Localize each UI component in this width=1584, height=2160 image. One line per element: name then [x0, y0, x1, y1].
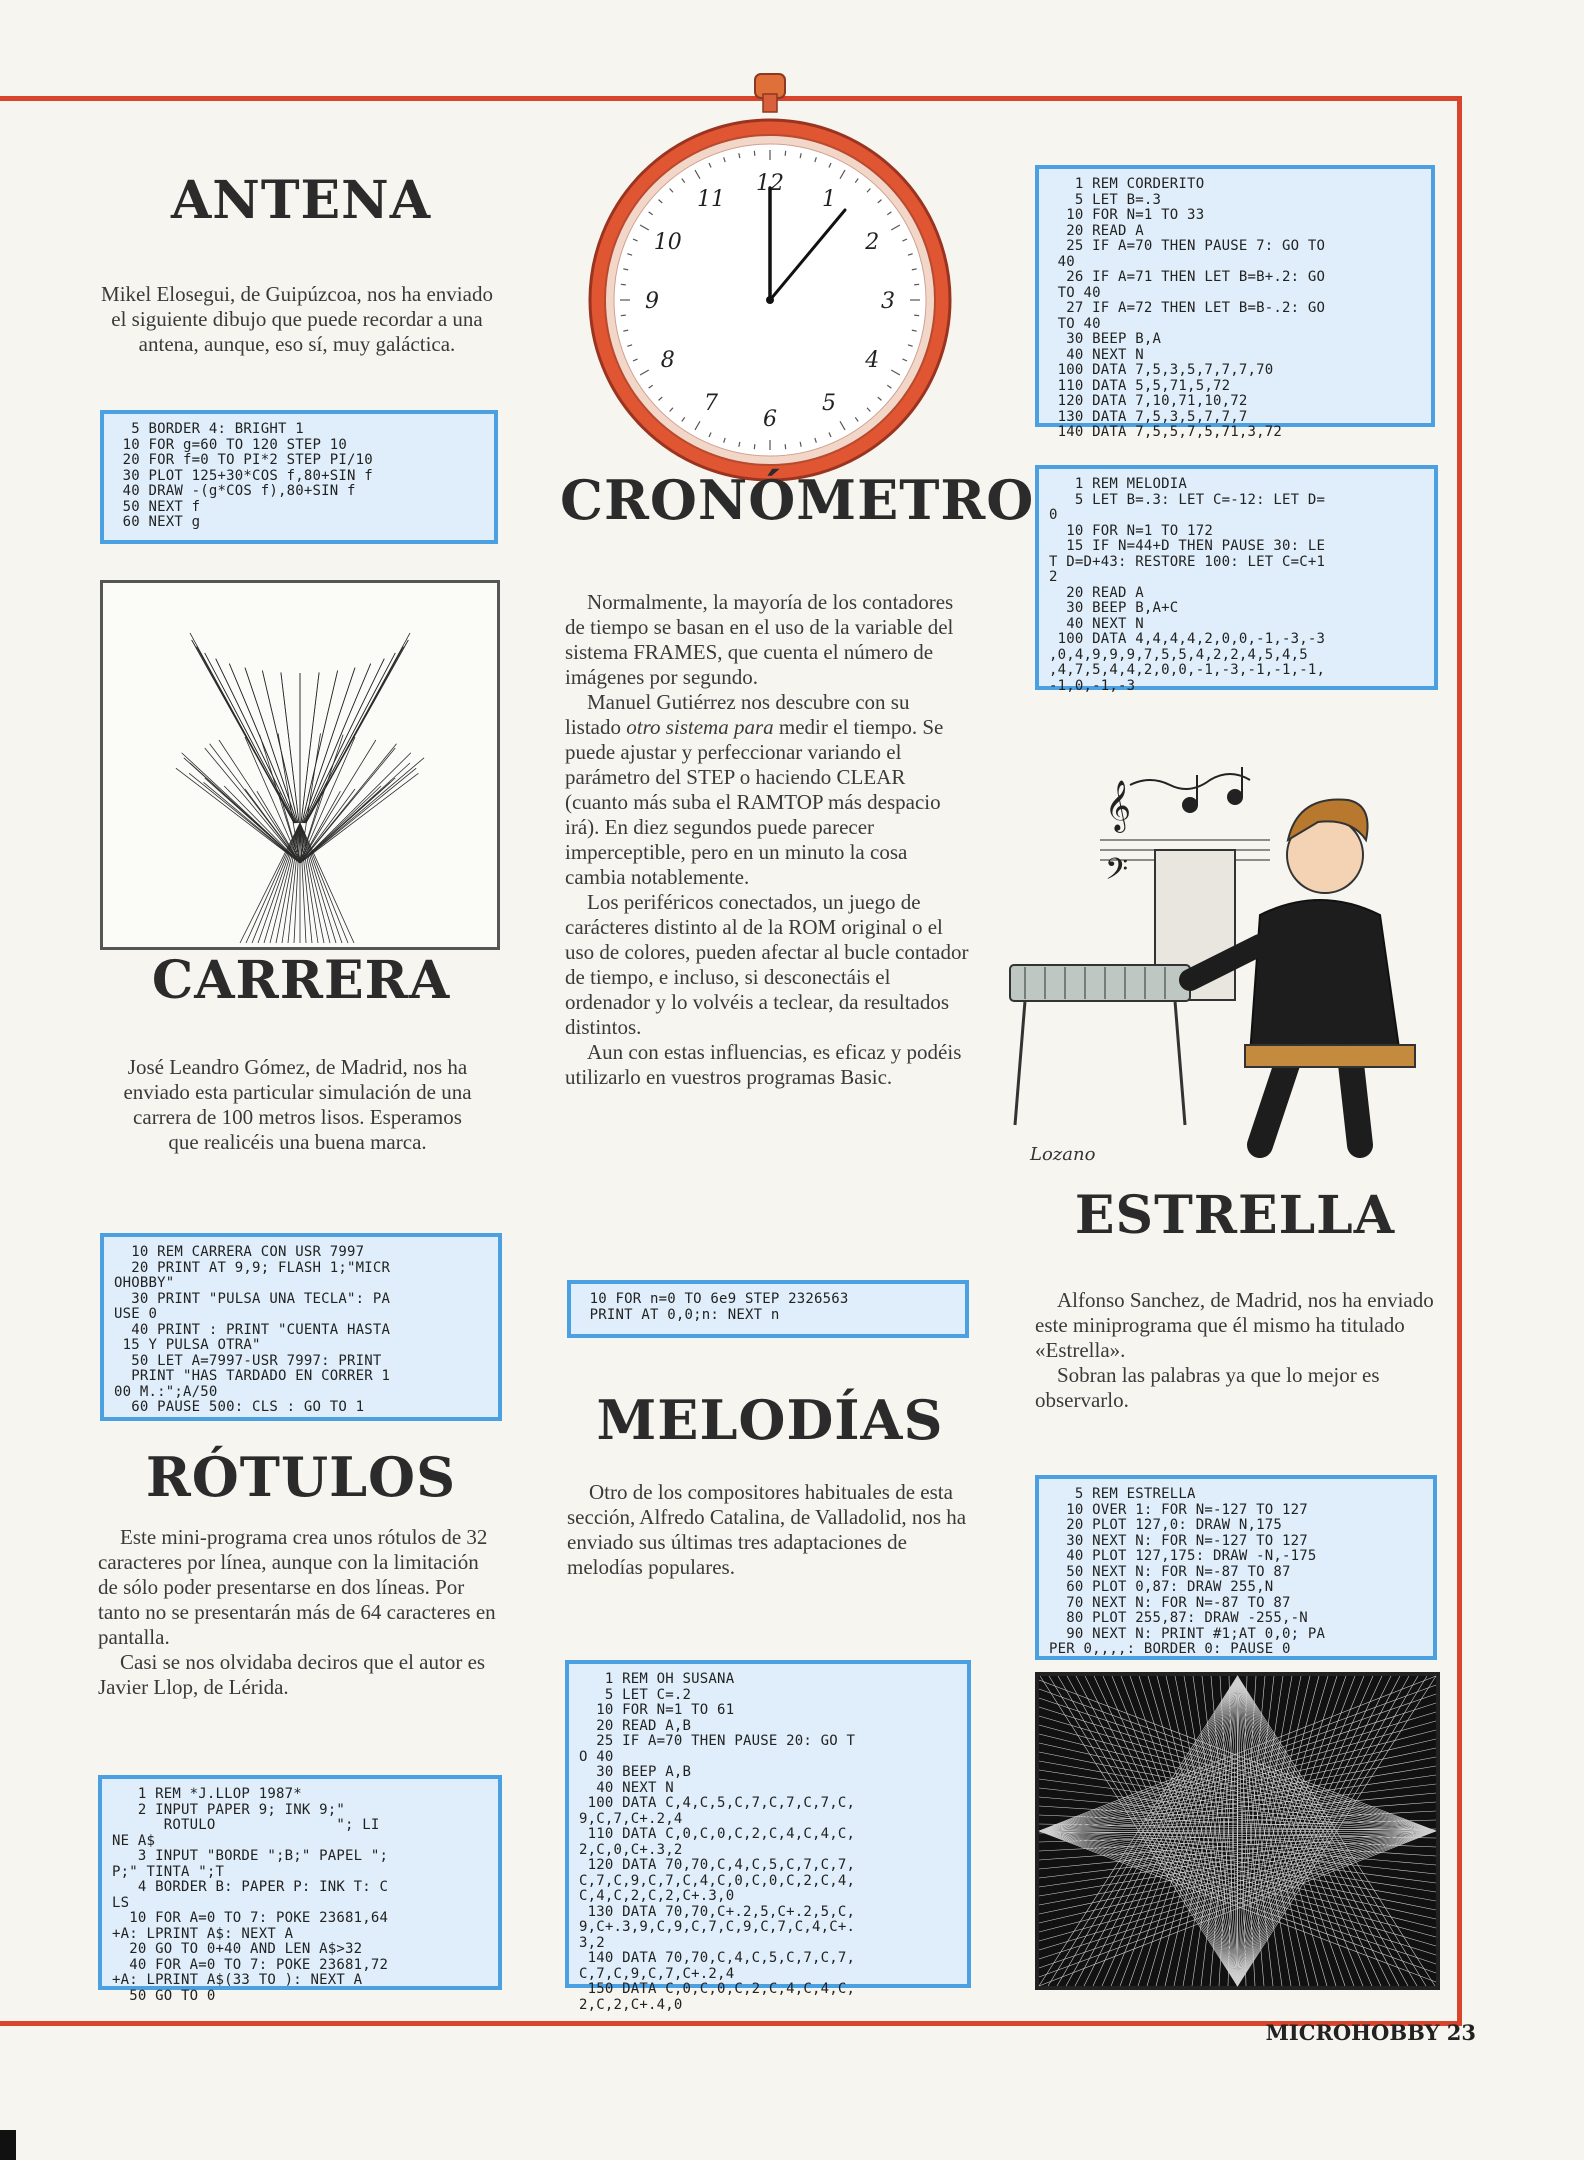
carrera-text — [120, 1055, 475, 1155]
melodias-title: MELODÍAS — [596, 1388, 944, 1452]
antena-drawing — [103, 583, 497, 947]
clock-number: 9 — [645, 289, 659, 314]
rotulos-paragraph-1: Este mini-programa crea unos rótulos de 32 caracteres por línea, aunque con la limitación de sólo poder presentarse en dos líneas. Por tanto no se presentarán más de 64 caracteres en pantalla. — [98, 1525, 496, 1649]
clock-number: 2 — [865, 230, 880, 255]
stopwatch-drawing — [580, 60, 980, 480]
svg-text:𝄢: 𝄢 — [1105, 853, 1129, 894]
clock-number: 10 — [653, 230, 682, 255]
antena-title: ANTENA — [170, 170, 432, 231]
clock-number: 1 — [822, 186, 836, 212]
cronometro-paragraph-1: Normalmente, la mayoría de los contadores de tiempo se basan en el uso de la variable del sistema FRAMES, que cuenta el número de imágenes por segundo. — [565, 590, 954, 689]
antena-screen — [100, 580, 500, 950]
rotulos-paragraph-2: Casi se nos olvidaba deciros que el autor es Javier Llop, de Lérida. — [98, 1650, 486, 1699]
cronometro-paragraph-2 — [565, 690, 970, 890]
clock-number: 6 — [763, 407, 777, 432]
svg-text:𝄞: 𝄞 — [1105, 780, 1132, 831]
estrella-title: ESTRELLA — [1074, 1185, 1396, 1246]
rotulos-text — [98, 1525, 502, 1700]
cronometro-p2-italic: otro sistema para — [626, 715, 774, 739]
clock-number: 8 — [660, 348, 675, 373]
antena-paragraph: Mikel Elosegui, de Guipúzcoa, nos ha enviado el siguiente dibujo que puede recordar a una antena, aunque, eso sí, muy galáctica. — [101, 282, 493, 356]
crop-mark — [0, 2130, 16, 2160]
estrella-drawing — [1039, 1676, 1436, 1986]
cronometro-paragraph-3: Los periféricos conectados, un juego de carácteres distinto al de la ROM original o el uso de colores, pueden afectar al bucle contador de tiempo, e incluso, si desconectáis el ordenador y lo volvéis a teclear, da resultados distintos. — [565, 890, 969, 1039]
frame-top-stub — [0, 96, 36, 101]
clock-number: 7 — [704, 391, 718, 417]
page-number: 23 — [1446, 2020, 1476, 2045]
cronometro-p2-end: medir el tiempo. Se puede ajustar y perfeccionar variando el parámetro del STEP o haciendo CLEAR (cuanto más suba el RAMTOP más despacio irá). En diez segundos puede parecer imperceptible, pero en un minuto la cosa cambia notablemente. — [565, 715, 944, 889]
estrella-screen — [1035, 1672, 1440, 1990]
cronometro-title: CRONÓMETRO — [560, 468, 1035, 532]
cronometro-p2-start: Manuel Gutiérrez nos descubre con su listado — [565, 690, 910, 739]
melodias-listing: 1 REM OH SUSANA 5 LET C=.2 10 FOR N=1 TO 61 20 READ A,B 25 IF A=70 THEN PAUSE 20: GO T O 40 30 BEEP A,B 40 NEXT N 100 DATA C,4,C,5,C,7,C,7,C,7,C, 9,C,7,C+.2,4 110 DATA C,0,C,0,C,2,C,4,C,4,C, 2,C,0,C+.3,2 120 DATA 70,70,C,4,C,5,C,7,C,7, C,7,C,9,C,7,C,4,C,0,C,0,C,2,C,4, C,4,C,2,C,2,C+.3,0 130 DATA 70,70,C+.2,5,C+.2,5,C, 9,C+.3,9,C,9,C,7,C,9,C,7,C,4,C+. 3,2 140 DATA 70,70,C,4,C,5,C,7,C,7, C,7,C,9,C,7,C+.2,4 150 DATA C,0,C,0,C,2,C,4,C,4,C, 2,C,2,C+.4,0 — [565, 1660, 971, 1988]
estrella-listing: 5 REM ESTRELLA 10 OVER 1: FOR N=-127 TO 127 20 PLOT 127,0: DRAW N,175 30 NEXT N: FOR N=-127 TO 127 40 PLOT 127,175: DRAW -N,-175 50 NEXT N: FOR N=-87 TO 87 60 PLOT 0,87: DRAW 255,N 70 NEXT N: FOR N=-87 TO 87 80 PLOT 255,87: DRAW -255,-N 90 NEXT N: PRINT #1;AT 0,0; PA PER 0,,,,: BORDER 0: PAUSE 0 — [1035, 1475, 1437, 1660]
carrera-listing: 10 REM CARRERA CON USR 7997 20 PRINT AT 9,9; FLASH 1;"MICR OHOBBY" 30 PRINT "PULSA UNA TECLA": PA USE 0 40 PRINT : PRINT "CUENTA HASTA 15 Y PULSA OTRA" 50 LET A=7997-USR 7997: PRINT PRINT "HAS TARDADO EN CORRER 1 00 M.:";A/50 60 PAUSE 500: CLS : GO TO 1 — [100, 1233, 502, 1421]
carrera-title: CARRERA — [151, 950, 451, 1011]
corderito-listing: 1 REM CORDERITO 5 LET B=.3 10 FOR N=1 TO 33 20 READ A 25 IF A=70 THEN PAUSE 7: GO TO 40 26 IF A=71 THEN LET B=B+.2: GO TO 40 27 IF A=72 THEN LET B=B-.2: GO TO 40 30 BEEP B,A 40 NEXT N 100 DATA 7,5,3,5,7,7,7,70 110 DATA 5,5,71,5,72 120 DATA 7,10,71,10,72 130 DATA 7,5,3,5,7,7,7 140 DATA 7,5,5,7,5,71,3,72 — [1035, 165, 1435, 427]
clock-number: 3 — [881, 289, 895, 314]
melodias-paragraph: Otro de los compositores habituales de esta sección, Alfredo Catalina, de Valladolid, nos ha enviado sus últimas tres adaptaciones de melodías populares. — [567, 1480, 967, 1579]
magazine-name: MICROHOBBY — [1265, 2020, 1440, 2045]
estrella-text — [1035, 1288, 1437, 1413]
clock-number: 4 — [865, 348, 880, 373]
stopwatch-illustration — [580, 60, 980, 480]
cronometro-listing: 10 FOR n=0 TO 6e9 STEP 2326563 PRINT AT 0,0;n: NEXT n — [567, 1280, 969, 1338]
clock-number: 11 — [697, 186, 725, 212]
frame-bottom-stub — [0, 2021, 36, 2026]
illustration-signature: Lozano — [1030, 1144, 1096, 1165]
pianist-drawing — [990, 745, 1435, 1170]
carrera-paragraph: José Leandro Gómez, de Madrid, nos ha enviado esta particular simulación de una carrera de 100 metros lisos. Esperamos que realicéis una buena marca. — [123, 1055, 472, 1154]
clock-number: 12 — [756, 171, 784, 196]
clock-number: 5 — [822, 391, 836, 417]
page-footer — [1266, 2020, 1476, 2045]
cronometro-text — [565, 590, 970, 1090]
pianist-illustration — [990, 745, 1435, 1170]
rotulos-listing: 1 REM *J.LLOP 1987* 2 INPUT PAPER 9; INK 9;" ROTULO "; LI NE A$ 3 INPUT "BORDE ";B;" PAPEL "; P;" TINTA ";T 4 BORDER B: PAPER P: INK T: C LS 10 FOR A=0 TO 7: POKE 23681,64 +A: LPRINT A$: NEXT A 20 GO TO 0+40 AND LEN A$>32 40 FOR A=0 TO 7: POKE 23681,72 +A: LPRINT A$(33 TO ): NEXT A 50 GO TO 0 — [98, 1775, 502, 1990]
rotulos-title: RÓTULOS — [145, 1445, 457, 1509]
melodias-text — [567, 1480, 969, 1580]
estrella-paragraph-2: Sobran las palabras ya que lo mejor es observarlo. — [1035, 1363, 1380, 1412]
estrella-paragraph-1: Alfonso Sanchez, de Madrid, nos ha enviado este miniprograma que él mismo ha titulado «Estrella». — [1035, 1288, 1434, 1362]
antena-text — [92, 282, 502, 357]
cronometro-paragraph-4: Aun con estas influencias, es eficaz y podéis utilizarlo en vuestros programas Basic. — [565, 1040, 962, 1089]
melodia-listing: 1 REM MELODIA 5 LET B=.3: LET C=-12: LET D= 0 10 FOR N=1 TO 172 15 IF N=44+D THEN PAUSE 30: LE T D=D+43: RESTORE 100: LET C=C+1 2 20 READ A 30 BEEP B,A+C 40 NEXT N 100 DATA 4,4,4,4,2,0,0,-1,-3,-3 ,0,4,9,9,9,7,5,5,4,2,2,4,5,4,5 ,4,7,5,4,4,2,0,0,-1,-3,-1,-1,-1, -1,0,-1,-3 — [1035, 465, 1438, 690]
antena-listing: 5 BORDER 4: BRIGHT 1 10 FOR g=60 TO 120 STEP 10 20 FOR f=0 TO PI*2 STEP PI/10 30 PLOT 125+30*COS f,80+SIN f 40 DRAW -(g*COS f),80+SIN f 50 NEXT f 60 NEXT g — [100, 410, 498, 544]
